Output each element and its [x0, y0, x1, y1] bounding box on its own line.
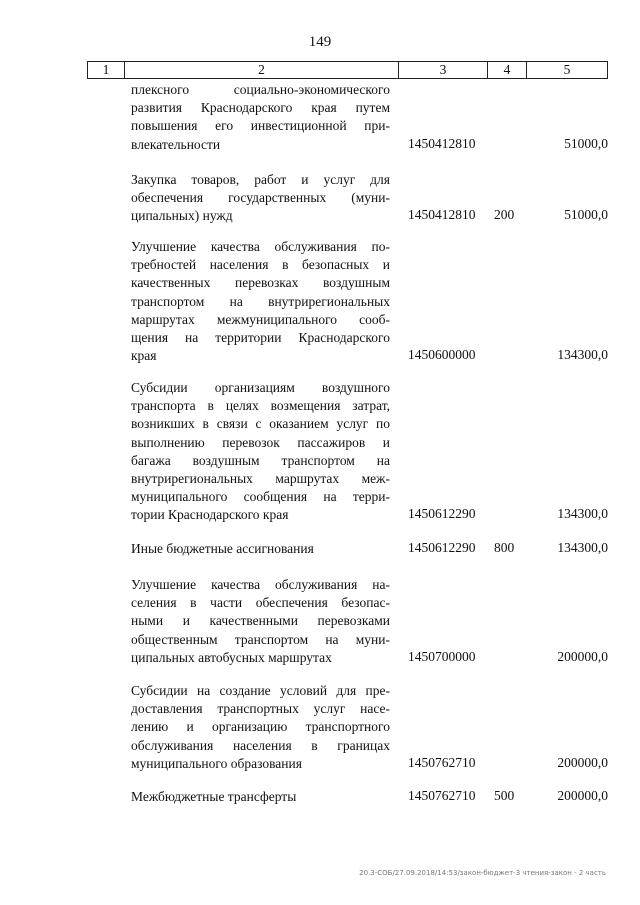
target-article-code: 1450612290: [408, 506, 476, 522]
row-description: [131, 788, 390, 806]
description-line: муниципального образования: [131, 755, 302, 771]
description-line: края: [131, 348, 157, 364]
expense-type-code: 200: [494, 207, 515, 223]
description-line: требностей населения в безопасных и: [131, 257, 390, 273]
header-col-3: 3: [439, 62, 447, 77]
description-line: тории Краснодарского края: [131, 507, 289, 523]
header-col-2: 2: [258, 62, 265, 77]
row-description: [131, 576, 390, 667]
description-line: общественным транспортом на муни-: [131, 631, 390, 647]
target-article-code: 1450762710: [408, 788, 476, 803]
table-header: [87, 61, 608, 79]
description-line: Улучшение качества обслуживания по-: [131, 239, 390, 254]
page-number: 149: [308, 34, 332, 50]
description-line: Межбюджетные трансферты: [131, 789, 297, 804]
description-line: муниципального сообщения на терри-: [131, 489, 390, 505]
row-description: [131, 238, 390, 365]
description-line: транспорта в целях возмещения затрат,: [131, 398, 390, 414]
row-description: [131, 81, 390, 154]
description-line: ными и качественными перевозками: [131, 613, 390, 629]
header-col-1: 1: [102, 62, 110, 77]
description-line: Закупка товаров, работ и услуг для: [131, 172, 390, 187]
description-line: обслуживания населения в границах: [131, 737, 390, 753]
target-article-code: 1450412810: [408, 135, 476, 151]
amount-value: 134300,0: [557, 506, 608, 522]
header-col-4: 4: [503, 62, 511, 77]
description-line: влекательности: [131, 136, 221, 152]
description-line: Субсидии на создание условий для пре-: [131, 683, 390, 698]
row-description: [131, 682, 390, 773]
amount-value: 134300,0: [557, 347, 608, 363]
amount-value: 51000,0: [564, 135, 608, 151]
target-article-code: 1450600000: [408, 347, 476, 363]
description-line: щения на территории Краснодарского: [131, 330, 390, 346]
description-line: ципальных автобусных маршрутах: [131, 649, 332, 665]
target-article-code: 1450412810: [408, 207, 476, 223]
description-line: развития Краснодарского края путем: [131, 100, 390, 116]
row-description: [131, 171, 390, 226]
description-line: ципальных) нужд: [131, 208, 233, 224]
description-line: качественных перевозках воздушным: [131, 275, 390, 291]
description-line: плексного социально-экономического: [131, 82, 390, 97]
target-article-code: 1450700000: [408, 648, 476, 664]
amount-value: 51000,0: [564, 207, 608, 223]
description-line: багажа воздушным транспортом на: [131, 452, 390, 468]
header-col-5: 5: [563, 62, 571, 77]
amount-value: 134300,0: [557, 540, 608, 555]
footer-stamp: 20.3-СОБ/27.09.2018/14:53/закон-бюджет-3 чтения-закон - 2 часть: [359, 869, 606, 877]
target-article-code: 1450762710: [408, 754, 476, 770]
target-article-code: 1450612290: [408, 540, 476, 555]
expense-type-code: 500: [494, 788, 515, 803]
description-line: доставления транспортных услуг насе-: [131, 701, 390, 717]
row-description: [131, 379, 390, 525]
description-line: выполнению перевозок пассажиров и: [131, 434, 390, 450]
description-line: внутрирегиональных маршрутах меж-: [131, 471, 390, 487]
amount-value: 200000,0: [557, 754, 608, 770]
description-line: Иные бюджетные ассигнования: [131, 541, 314, 556]
amount-value: 200000,0: [557, 788, 608, 803]
description-line: селения в части обеспечения безопас-: [131, 595, 390, 611]
description-line: транспортом на внутрирегиональных: [131, 293, 390, 309]
description-line: маршрутах межмуниципального сооб-: [131, 311, 390, 327]
expense-type-code: 800: [494, 540, 515, 555]
description-line: Субсидии организациям воздушного: [131, 380, 390, 395]
description-line: лению и организацию транспортного: [131, 719, 390, 735]
description-line: повышения его инвестиционной при-: [131, 118, 390, 134]
description-line: возникших в связи с оказанием услуг по: [131, 416, 390, 432]
row-description: [131, 540, 390, 558]
description-line: обеспечения государственных (муни-: [131, 190, 390, 206]
description-line: Улучшение качества обслуживания на-: [131, 577, 390, 592]
amount-value: 200000,0: [557, 648, 608, 664]
